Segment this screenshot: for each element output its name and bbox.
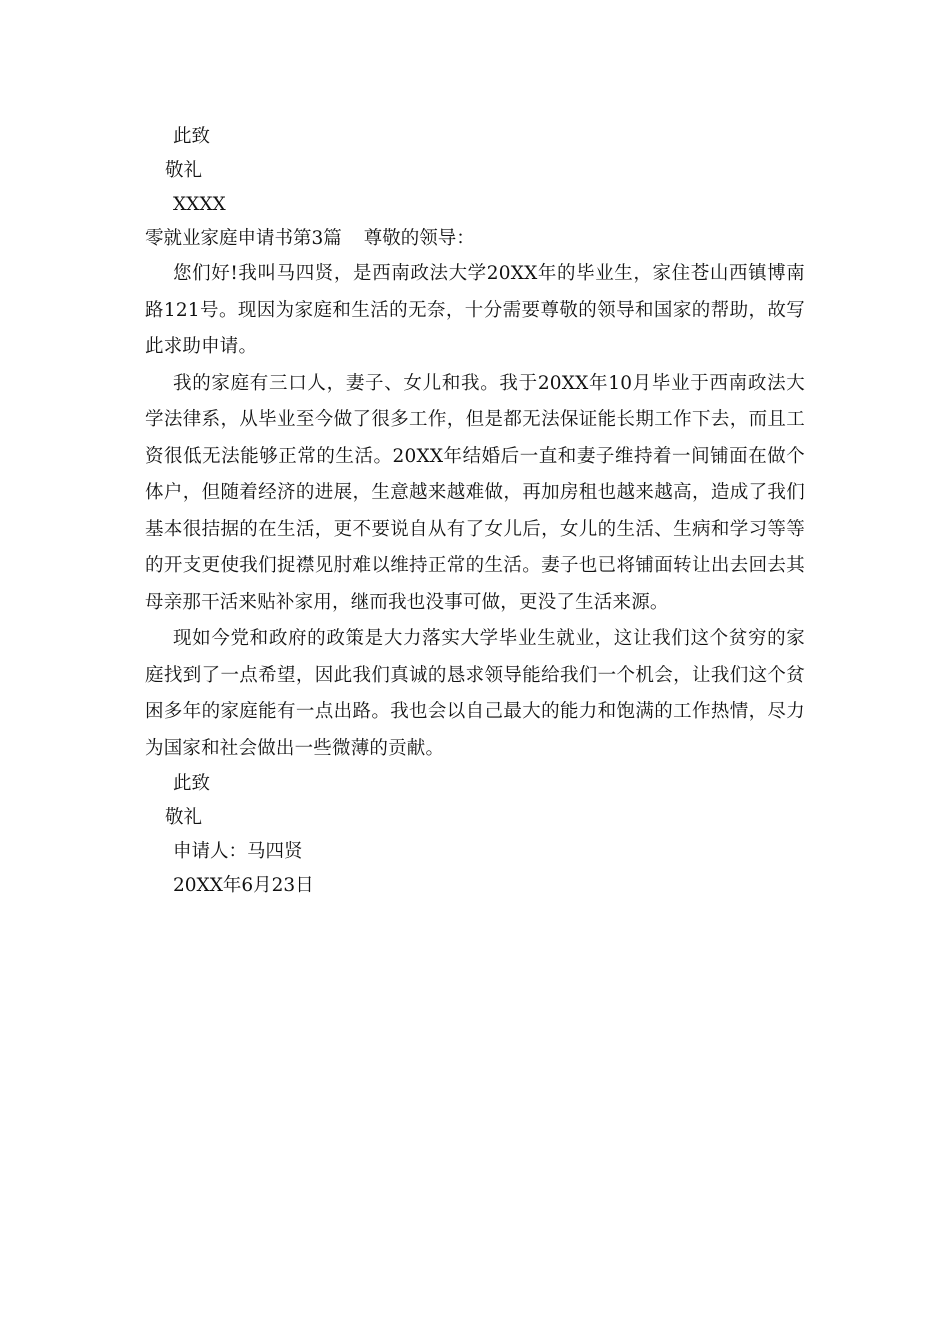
letter-date: 20XX年6月23日 — [173, 875, 314, 896]
document-page — [145, 120, 805, 903]
section-title: 零就业家庭申请书第3篇 — [145, 228, 342, 249]
body-paragraph-3: 现如今党和政府的政策是大力落实大学毕业生就业，这让我们这个贫穷的家庭找到了一点希望，因此我们真诚的恳求领导能给我们一个机会，让我们这个贫困多年的家庭能有一点出路。我也会以自己最大的能力和饱满的工作热情，尽力为国家和社会做出一些微薄的贡献。 — [145, 628, 805, 759]
closing-jing-li: 敬礼 — [165, 160, 203, 181]
body-paragraph-2: 我的家庭有三口人，妻子、女儿和我。我于20XX年10月毕业于西南政法大学法律系，从毕业至今做了很多工作，但是都无法保证能长期工作下去，而且工资很低无法能够正常的生活。20XX年结婚后一直和妻子维持着一间铺面在做个体户，但随着经济的进展，生意越来越难做，再加房租也越来越高，造成了我们基本很拮据的在生活，更不要说自从有了女儿后，女儿的生活、生病和学习等等的开支更使我们捉襟见肘难以维持正常的生活。妻子也已将铺面转让出去回去其母亲那干活来贴补家用，继而我也没事可做，更没了生活来源。 — [145, 372, 805, 613]
salutation: 尊敬的领导： — [363, 228, 475, 249]
closing-jing-li-2: 敬礼 — [165, 807, 203, 828]
applicant-signature: 申请人：马四贤 — [173, 841, 303, 862]
section-heading — [145, 222, 805, 256]
body-paragraph-1: 您们好!我叫马四贤，是西南政法大学20XX年的毕业生，家住苍山西镇博南路121号。现因为家庭和生活的无奈，十分需要尊敬的领导和国家的帮助，故写此求助申请。 — [145, 263, 805, 357]
closing-ci-zhi-2: 此致 — [173, 773, 211, 794]
closing-ci-zhi: 此致 — [173, 126, 211, 147]
closing-signature: XXXX — [173, 194, 226, 215]
